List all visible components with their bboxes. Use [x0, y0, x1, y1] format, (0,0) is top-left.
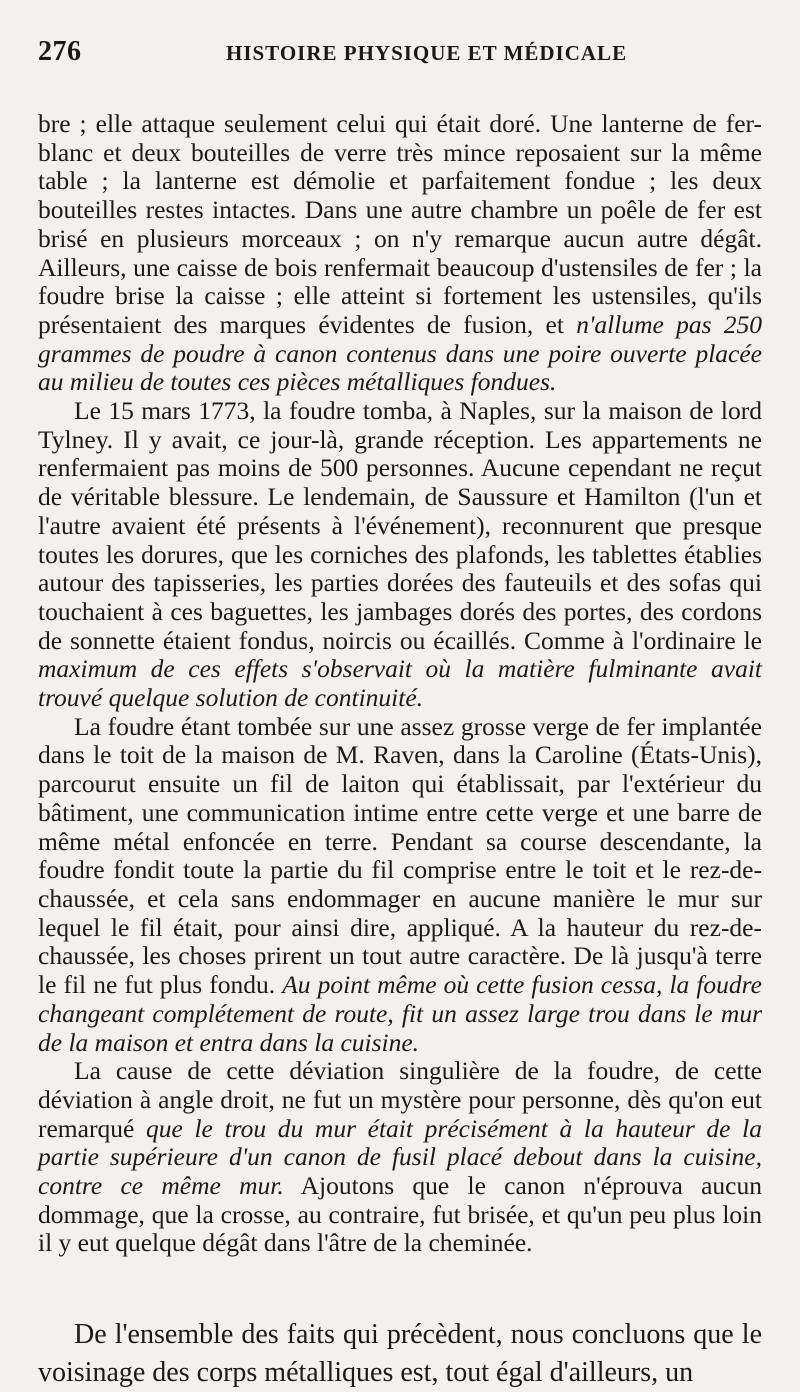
italic-span: que le trou du mur était précisément à la hauteur de la partie supérieure d'un canon de fusil placé debout dans la cuisine, contre ce même mur.	[38, 1113, 762, 1201]
text-span: Le 15 mars 1773, la foudre tomba, à Naples, sur la maison de lord Tylney. Il y avait, ce jour-là, grande réception. Les appartements ne renfermaient pas moins de 500 personnes. Aucune cependant ne reçut de véritable blessure. Le lendemain, de Saussure et Hamilton (l'un et l'autre avaient été présents à l'événement), reconnurent que presque toutes les dorures, que les corniches des plafonds, les tablettes établies autour des tapisseries, les parties dorées des fauteuils et des sofas qui touchaient à ces baguettes, les jambages dorés des portes, des cordons de sonnette étaient fondus, noircis ou écaillés. Comme à l'ordinaire le	[38, 396, 762, 655]
paragraph	[38, 713, 762, 1057]
paragraph	[38, 397, 762, 713]
text-span: La cause de cette déviation singulière de la foudre, de cette déviation à angle droit, ne fut un mystère pour personne, dès qu'on eut remarqué	[38, 1056, 762, 1143]
running-title: HISTOIRE PHYSIQUE ET MÉDICALE	[226, 41, 628, 65]
text-span: La foudre étant tombée sur une assez grosse verge de fer implantée dans le toit de la maison de M. Raven, dans la Caroline (États-Unis), parcourut ensuite un fil de laiton qui établissait, par l'extérieur du bâtiment, une communication intime entre cette verge et une barre de même métal enfoncée en terre. Pendant sa course descendante, la foudre fondit toute la partie du fil comprise entre le toit et le rez-de-chaussée, et cela sans endommager en aucune manière le mur sur lequel le fil était, pour ainsi dire, appliqué. A la hauteur du rez-de-chaussée, les choses prirent un tout autre caractère. De là jusqu'à terre le fil ne fut plus fondu.	[38, 711, 762, 1000]
paragraph	[38, 110, 762, 397]
italic-span: n'allume pas 250 grammes de poudre à canon contenus dans une poire ouverte placée au milieu de toutes ces pièces métalliques fondues.	[38, 309, 762, 397]
body-text	[38, 110, 762, 1258]
text-span: bre ; elle attaque seulement celui qui était doré. Une lanterne de fer-blanc et deux bouteilles de verre très mince reposaient sur la même table ; la lanterne est démolie et parfaitement fondue ; les deux bouteilles restes intactes. Dans une autre chambre un poêle de fer est brisé en plusieurs morceaux ; on n'y remarque aucun autre dégât. Ailleurs, une caisse de bois renfermait beaucoup d'ustensiles de fer ; la foudre brise la caisse ; elle atteint si fortement les ustensiles, qu'ils présentaient des marques évidentes de fusion, et	[38, 109, 762, 339]
italic-span: maximum de ces effets s'observait où la matière fulminante avait trouvé quelque solution de continuité.	[38, 654, 762, 713]
page-number: 276	[38, 36, 82, 67]
page-header	[38, 36, 762, 80]
closing-paragraph: De l'ensemble des faits qui précèdent, nous concluons que le voisinage des corps métalliques est, tout égal d'ailleurs, un	[38, 1319, 762, 1389]
paragraph	[38, 1057, 762, 1258]
text-span: Ajoutons que le canon n'éprouva aucun dommage, que la crosse, au contraire, fut brisée, et qu'un peu plus loin il y eut quelque dégât dans l'âtre de la cheminée.	[38, 1171, 762, 1258]
italic-span: Au point même où cette fusion cessa, la foudre changeant complétement de route, fit un assez large trou dans le mur de la maison et entra dans la cuisine.	[38, 970, 762, 1057]
section-spacer	[38, 1258, 762, 1316]
